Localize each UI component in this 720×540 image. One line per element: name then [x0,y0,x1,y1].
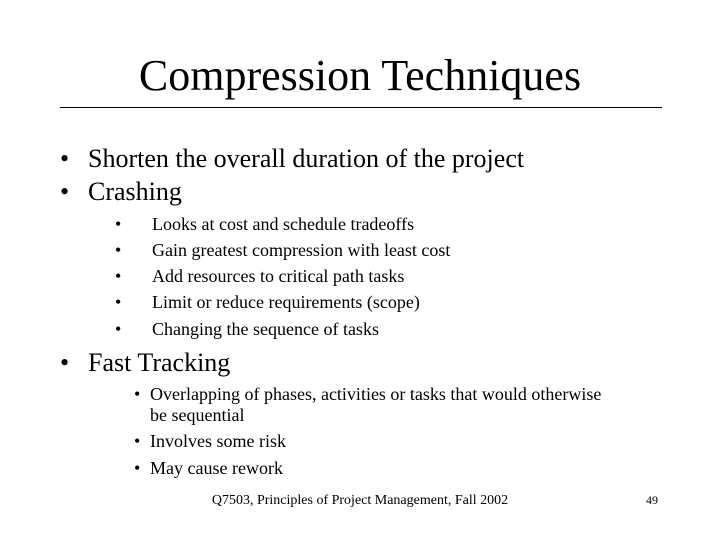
sub-item-text: Involves some risk [150,431,286,451]
sub-item-text: Limit or reduce requirements (scope) [152,292,420,312]
page-number: 49 [646,493,658,507]
fast-tracking-sub-item [134,430,286,452]
bullet-dot: • [60,144,70,173]
sub-item-text: Add resources to critical path tasks [152,266,405,286]
crashing-sub-item [115,239,450,261]
fast-tracking-sub-item [134,457,283,479]
bullet-dot: • [115,214,122,234]
crashing-sub-item [115,291,420,313]
bullet-dot: • [134,458,141,478]
sub-item-text: May cause rework [150,458,283,478]
bullet-text: Crashing [88,177,182,206]
bullet-dot: • [60,348,70,377]
sub-item-text: Overlapping of phases, activities or tasks that would otherwise [150,384,602,404]
slide-footer: Q7503, Principles of Project Management, Fall 2002 [211,493,509,508]
bullet-dot: • [60,177,70,206]
bullet-dot: • [134,384,141,404]
title-divider [60,107,662,108]
sub-item-text-continuation: be sequential [150,405,245,425]
sub-item-text: Gain greatest compression with least cost [152,240,451,260]
bullet-crashing [60,177,182,207]
bullet-text: Fast Tracking [88,348,231,377]
sub-item-text: Looks at cost and schedule tradeoffs [152,214,415,234]
bullet-dot: • [134,431,141,451]
bullet-shorten [60,144,524,174]
fast-tracking-sub-item [134,383,601,405]
crashing-sub-item [115,318,379,340]
bullet-dot: • [115,266,122,286]
bullet-dot: • [115,292,122,312]
bullet-dot: • [115,240,122,260]
sub-item-text: Changing the sequence of tasks [152,319,379,339]
crashing-sub-item [115,213,414,235]
bullet-dot: • [115,319,122,339]
bullet-text: Shorten the overall duration of the project [88,144,525,173]
slide-title: Compression Techniques [138,51,582,100]
bullet-fast-tracking [60,348,230,378]
crashing-sub-item [115,265,404,287]
